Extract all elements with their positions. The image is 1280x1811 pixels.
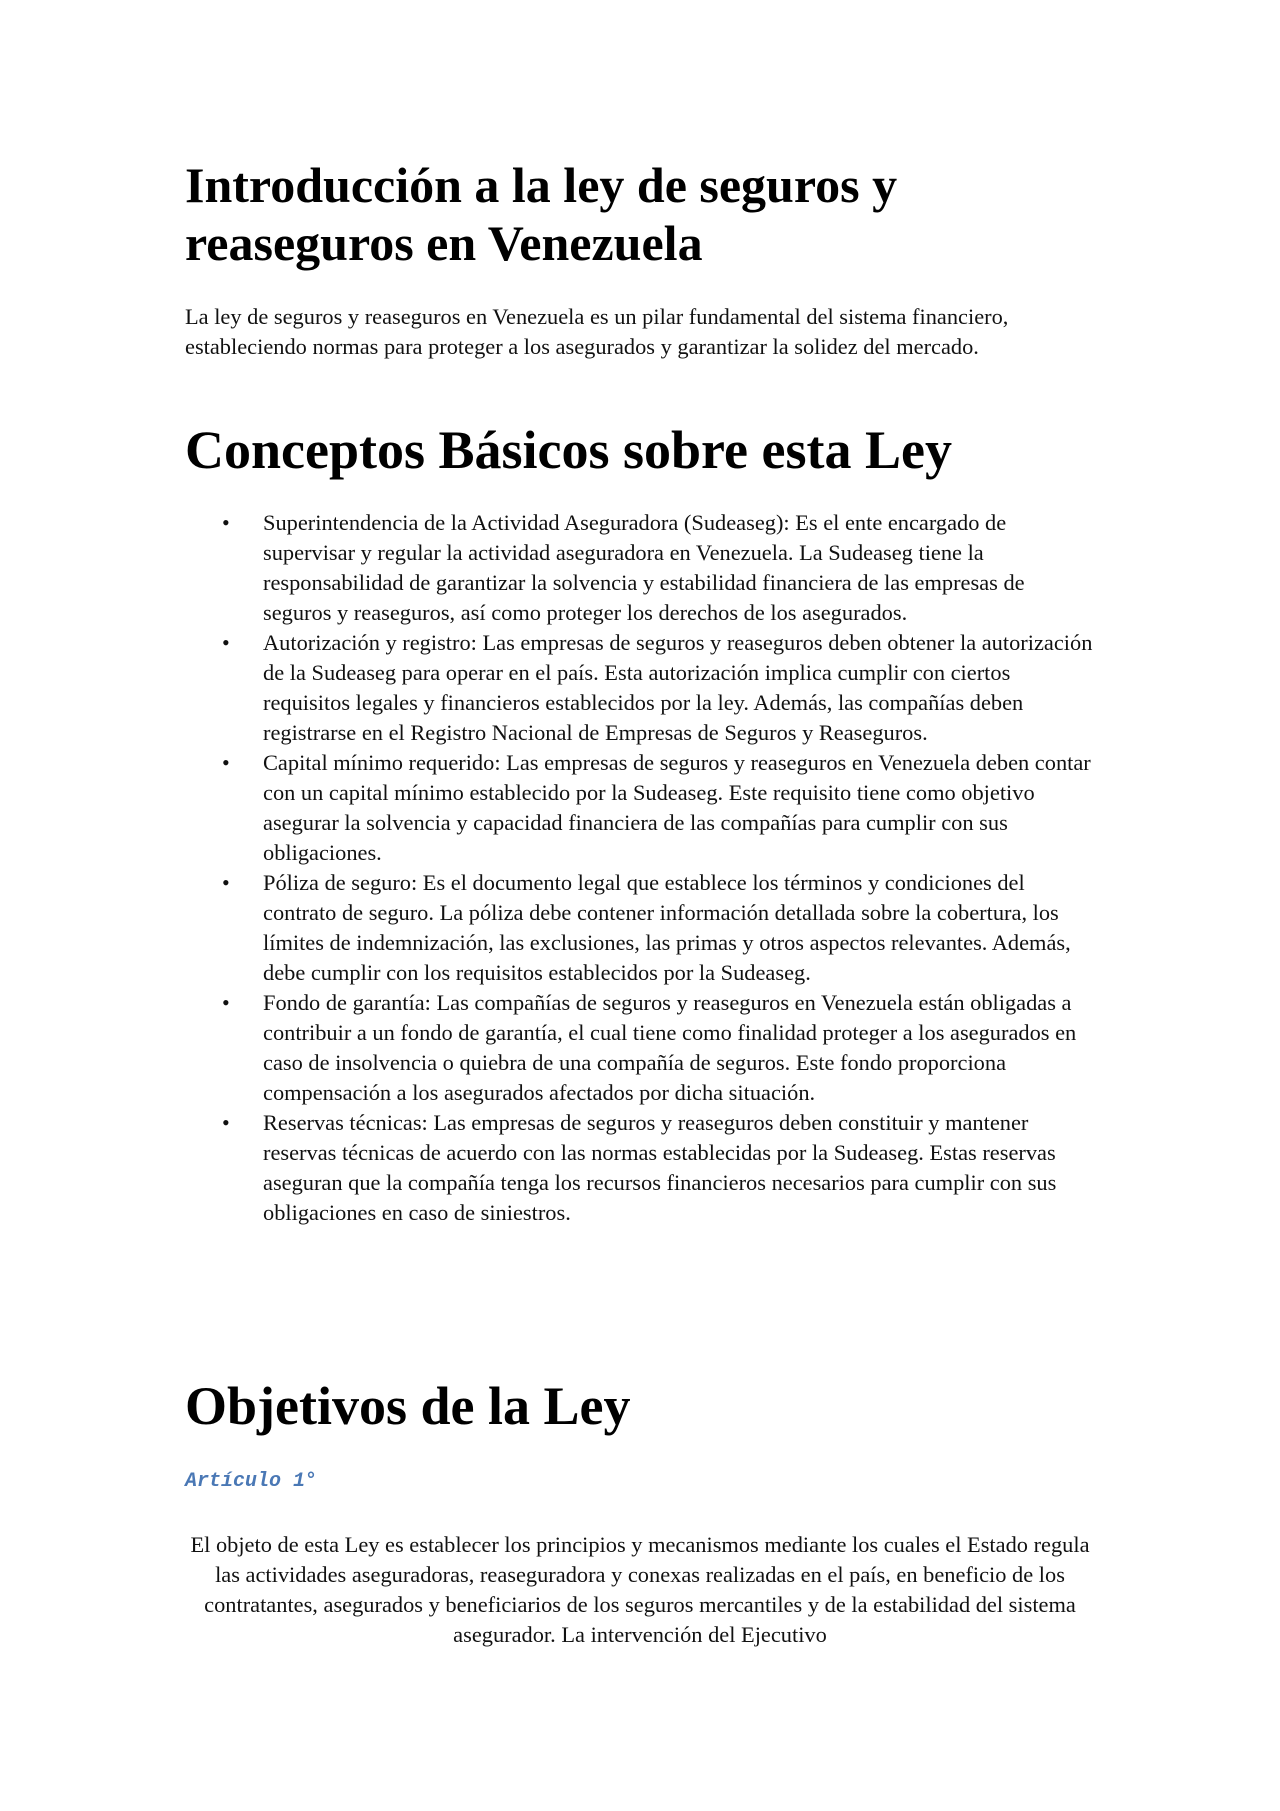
list-item-text: Superintendencia de la Actividad Aseguradora (Sudeaseg): Es el ente encargado de supervisar y regular la actividad aseguradora en Venezuela. La Sudeaseg tiene la responsabilidad de garantizar la solvencia y estabilidad financiera de las empresas de seguros y reaseguros, así como proteger los derechos de los asegurados. [263, 510, 1025, 625]
document-page [185, 150, 1095, 1647]
list-item [185, 1108, 1095, 1228]
objectives-heading: Objetivos de la Ley [185, 1376, 631, 1436]
bullet-icon: • [222, 750, 230, 775]
bullet-icon: • [222, 510, 230, 535]
bullet-icon: • [222, 630, 230, 655]
list-item-text: Capital mínimo requerido: Las empresas de seguros y reaseguros en Venezuela deben contar con un capital mínimo establecido por la Sudeaseg. Este requisito tiene como objetivo asegurar la solvencia y capacidad financiera de las compañías para cumplir con sus obligaciones. [263, 750, 1091, 865]
article-text: El objeto de esta Ley es establecer los principios y mecanismos mediante los cuales el Estado regula las actividades aseguradoras, reaseguradora y conexas realizadas en el país, en beneficio de los contratantes, asegurados y beneficiarios de los seguros mercantiles y de la estabilidad del sistema asegurador. La intervención del Ejecutivo [190, 1532, 1090, 1647]
list-item-text: Reservas técnicas: Las empresas de seguros y reaseguros deben constituir y mantener reservas técnicas de acuerdo con las normas establecidas por la Sudeaseg. Estas reservas aseguran que la compañía tenga los recursos financieros necesarios para cumplir con sus obligaciones en caso de siniestros. [263, 1110, 1057, 1225]
concepts-list [185, 508, 1095, 1228]
list-item [185, 748, 1095, 868]
list-item-text: Fondo de garantía: Las compañías de seguros y reaseguros en Venezuela están obligadas a contribuir a un fondo de garantía, el cual tiene como finalidad proteger a los asegurados en caso de insolvencia o quiebra de una compañía de seguros. Este fondo proporciona compensación a los asegurados afectados por dicha situación. [263, 990, 1077, 1105]
list-item [185, 868, 1095, 988]
list-item-text: Póliza de seguro: Es el documento legal que establece los términos y condiciones del contrato de seguro. La póliza debe contener información detallada sobre la cobertura, los límites de indemnización, las exclusiones, las primas y otros aspectos relevantes. Además, debe cumplir con los requisitos establecidos por la Sudeaseg. [263, 870, 1071, 985]
list-item [185, 628, 1095, 748]
concepts-heading: Conceptos Básicos sobre esta Ley [185, 420, 952, 480]
document-title: Introducción a la ley de seguros y reaseguros en Venezuela [185, 157, 898, 271]
bullet-icon: • [222, 1110, 230, 1135]
bullet-icon: • [222, 990, 230, 1015]
bullet-icon: • [222, 870, 230, 895]
intro-paragraph: La ley de seguros y reaseguros en Venezuela es un pilar fundamental del sistema financiero, estableciendo normas para proteger a los asegurados y garantizar la solidez del mercado. [185, 304, 1009, 359]
list-item [185, 508, 1095, 628]
list-item-text: Autorización y registro: Las empresas de seguros y reaseguros deben obtener la autorización de la Sudeaseg para operar en el país. Esta autorización implica cumplir con ciertos requisitos legales y financieros establecidos por la ley. Además, las compañías deben registrarse en el Registro Nacional de Empresas de Seguros y Reaseguros. [263, 630, 1093, 745]
article-label: Artículo 1° [185, 1470, 318, 1493]
list-item [185, 988, 1095, 1108]
